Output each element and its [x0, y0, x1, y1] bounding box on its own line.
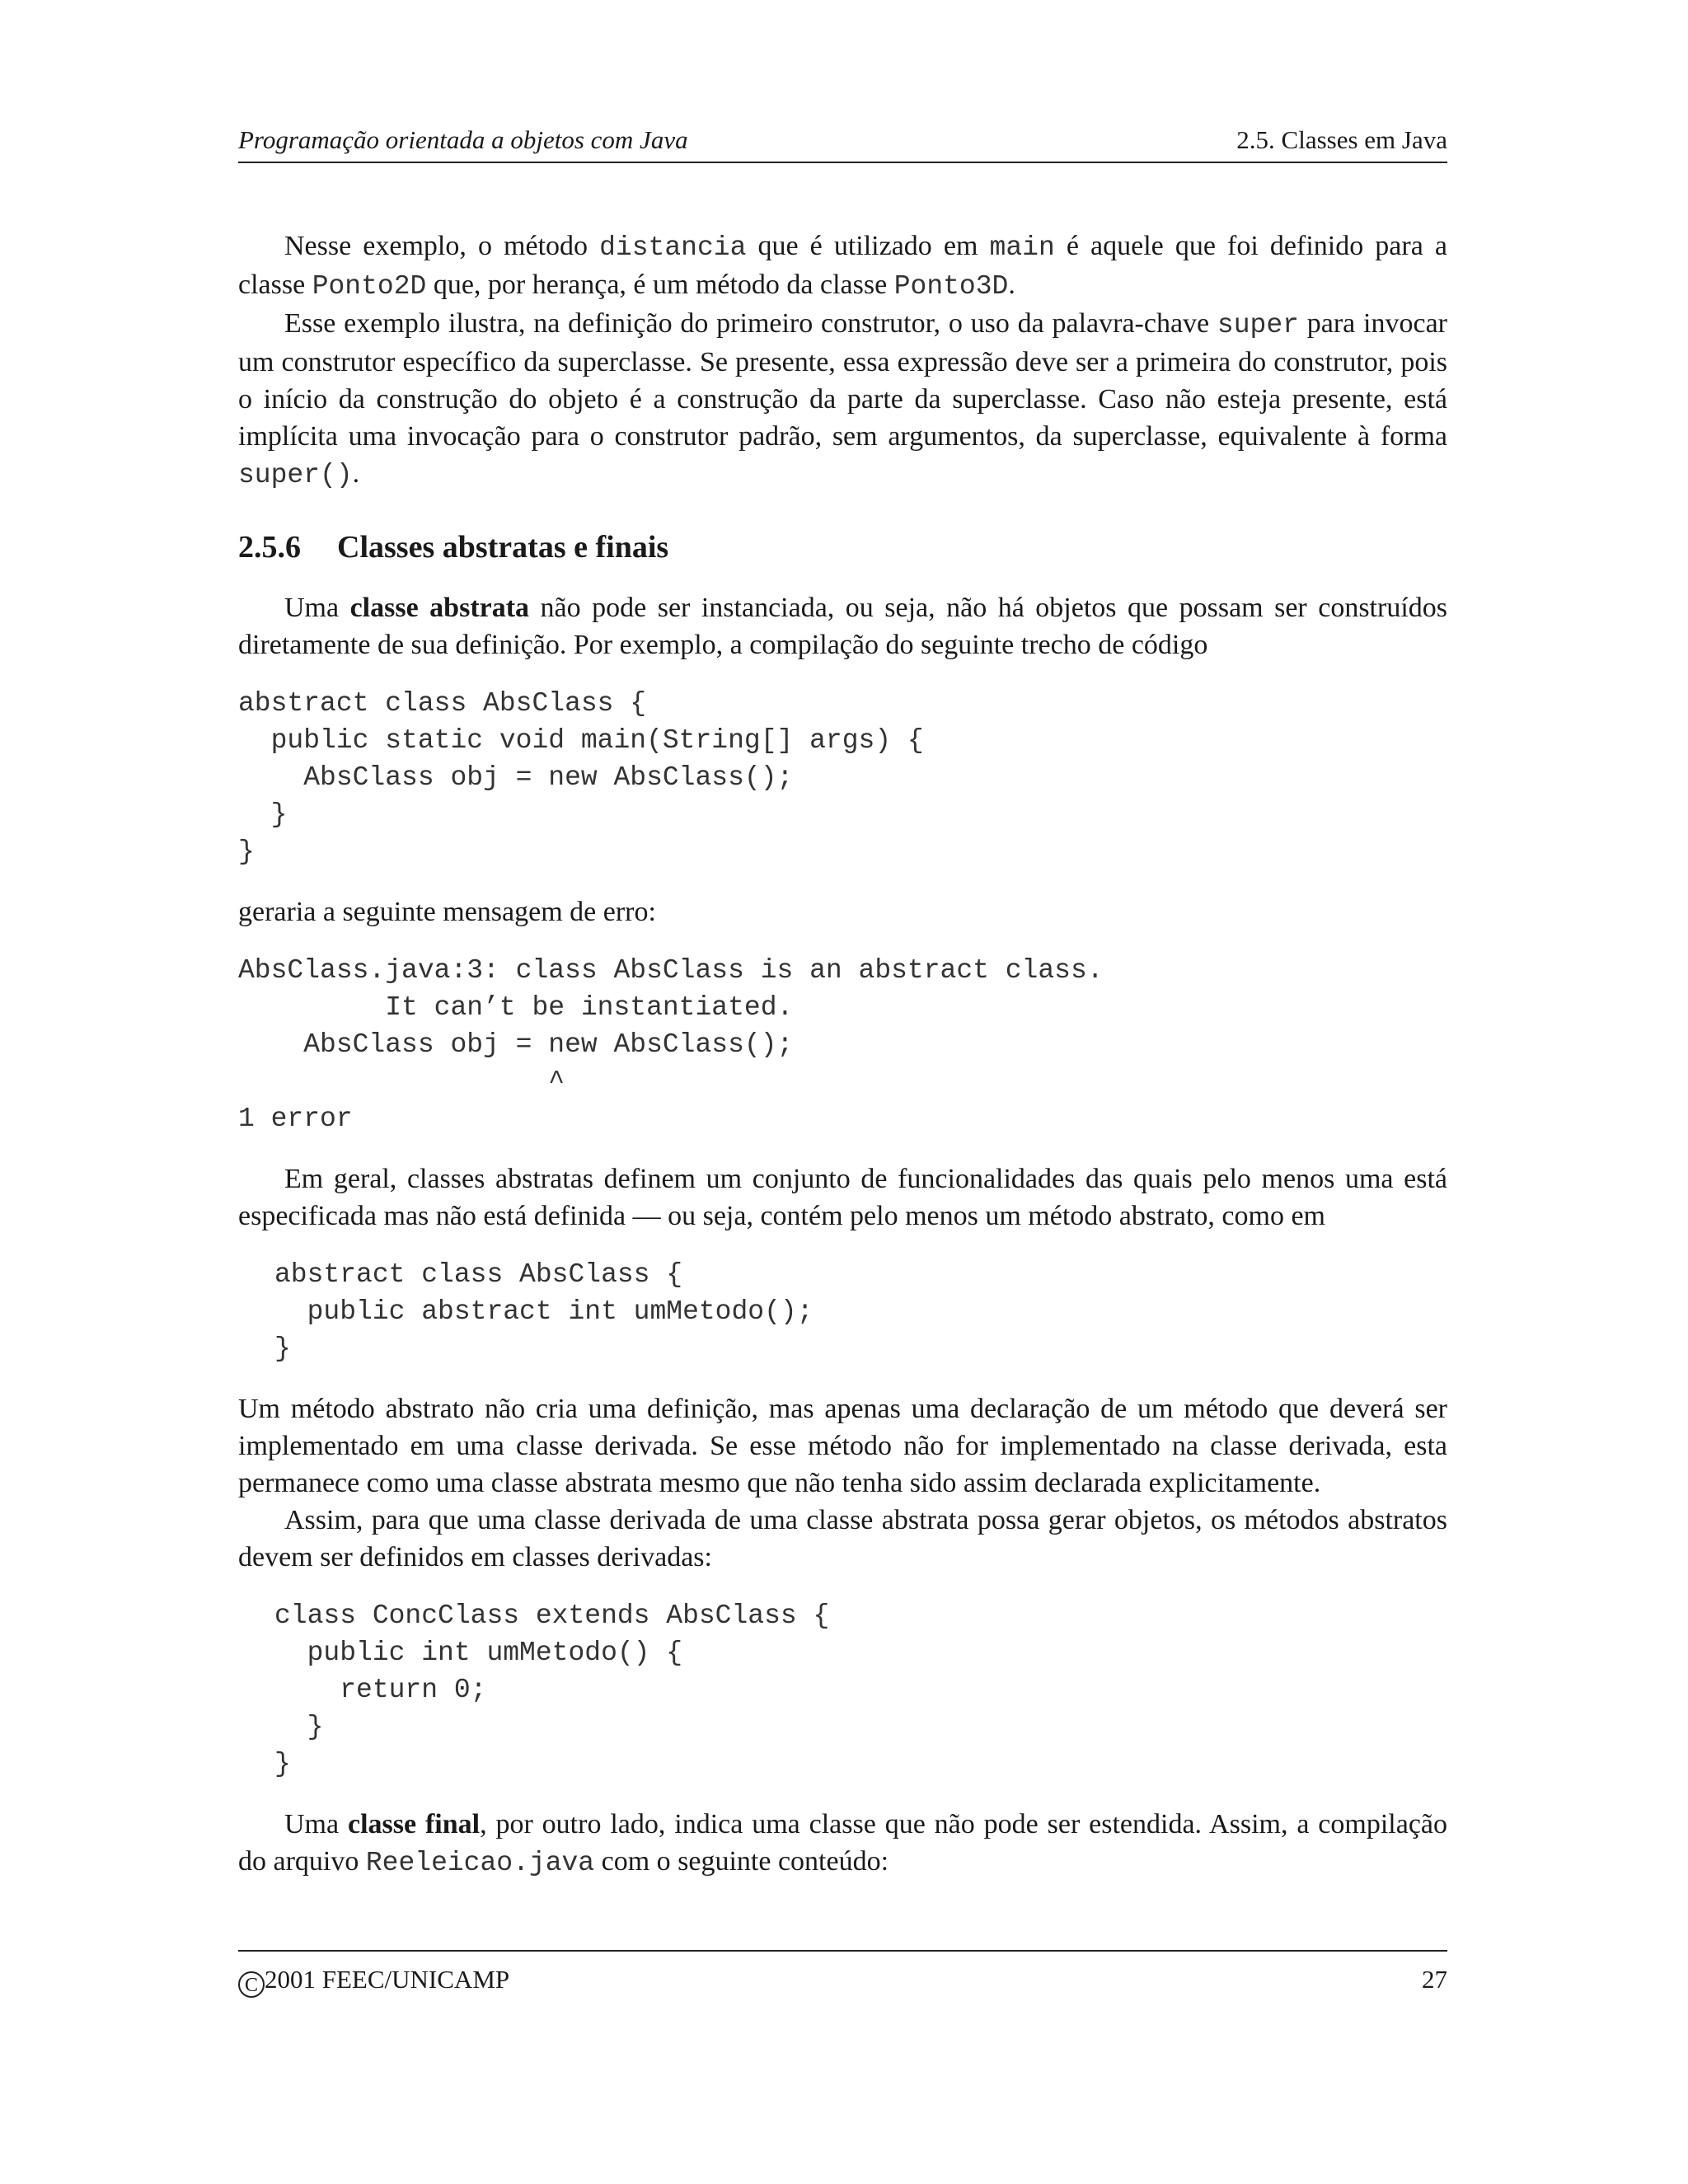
inline-code-ponto2d: Ponto2D — [312, 271, 427, 302]
paragraph-abstract-method-definition: Um método abstrato não cria uma definição, mas apenas uma declaração de um método que deverá ser implementado em uma classe derivada. Se esse método não for implementado na classe derivada, esta permanece como uma classe abstrata mesmo que não tenha sido assim declarada explicitamente. — [238, 1394, 1447, 1498]
inline-code-super: super — [1217, 310, 1299, 340]
text-run: , por outro lado, indica uma classe que não pode ser estendida. Assim, a compilação do arquivo — [238, 1809, 1448, 1877]
text-run: não pode ser instanciada, ou seja, não há objetos que possam ser construídos diretamente de sua definição. Por exemplo, a compilação do seguinte trecho de código — [238, 593, 1448, 660]
text-run: . — [352, 458, 360, 489]
paragraph-super — [238, 305, 1447, 494]
section-title: Classes abstratas e finais — [337, 530, 669, 565]
text-run: Esse exemplo ilustra, na definição do primeiro construtor, o uso da palavra-chave — [284, 308, 1217, 339]
page-body — [238, 227, 1447, 1882]
term-classe-final: classe final — [347, 1809, 481, 1840]
inline-code-ponto3d: Ponto3D — [893, 271, 1009, 302]
text-run: que, por herança, é um método da classe — [426, 269, 894, 300]
header-section-title: 2.5. Classes em Java — [1236, 125, 1447, 154]
paragraph-abstract-methods: Em geral, classes abstratas definem um conjunto de funcionalidades das quais pelo menos uma está especificada mas não está definida — ou seja, contém pelo menos um método abstrato, como em — [238, 1164, 1447, 1231]
code-block-compiler-error: AbsClass.java:3: class AbsClass is an abstract class. It can’t be instantiated. AbsClass obj = new AbsClass(); ^ 1 error — [238, 955, 1104, 1134]
inline-code-reeleicao: Reeleicao.java — [365, 1848, 595, 1878]
text-run: Uma — [284, 593, 350, 623]
copyright-icon: C — [238, 1971, 265, 1998]
text-run: para invocar um construtor específico da superclasse. Se presente, essa expressão deve ser a primeira do construtor, pois o início da construção do objeto é a construção da parte da superclasse. Caso não esteja presente, está implícita uma invocação para o construtor padrão, sem argumentos, da superclasse, equivalente à forma — [238, 308, 1447, 452]
header-book-title: Programação orientada a objetos com Java — [238, 125, 688, 154]
document-page — [238, 0, 1447, 2184]
inline-code-distancia: distancia — [599, 232, 747, 263]
text-run: que é utilizado em — [746, 231, 990, 261]
footer-copyright — [238, 1961, 509, 1998]
footer-copyright-text: 2001 FEEC/UNICAMP — [265, 1965, 510, 1994]
text-run: . — [1008, 269, 1015, 300]
text-run: é aquele que foi definido para a classe — [238, 231, 1447, 300]
inline-code-main: main — [989, 232, 1055, 263]
section-heading — [238, 527, 1447, 568]
text-run: Uma — [284, 1809, 348, 1840]
text-run: Nesse exemplo, o método — [284, 231, 600, 261]
inline-code-super-call: super() — [238, 460, 353, 490]
paragraph-abstract-class — [238, 589, 1447, 663]
paragraph-final-class — [238, 1806, 1447, 1882]
running-header — [238, 122, 1447, 163]
code-block-abstract-method: abstract class AbsClass { public abstract int umMetodo(); } — [274, 1259, 814, 1364]
text-run: com o seguinte conteúdo: — [594, 1846, 889, 1877]
paragraph-error-intro: geraria a seguinte mensagem de erro: — [238, 897, 656, 927]
code-block-concclass: class ConcClass extends AbsClass { public int umMetodo() { return 0; } } — [274, 1601, 830, 1779]
page-footer — [238, 1950, 1447, 1996]
term-classe-abstrata: classe abstrata — [349, 593, 530, 623]
paragraph-derived-classes: Assim, para que uma classe derivada de uma classe abstrata possa gerar objetos, os métodos abstratos devem ser definidos em classes derivadas: — [238, 1505, 1447, 1572]
page-number: 27 — [1422, 1965, 1447, 1994]
section-number: 2.5.6 — [238, 530, 301, 565]
paragraph-distancia — [238, 227, 1447, 305]
code-block-absclass-main: abstract class AbsClass { public static void main(String[] args) { AbsClass obj = new AbsClass(); } } — [238, 688, 924, 867]
